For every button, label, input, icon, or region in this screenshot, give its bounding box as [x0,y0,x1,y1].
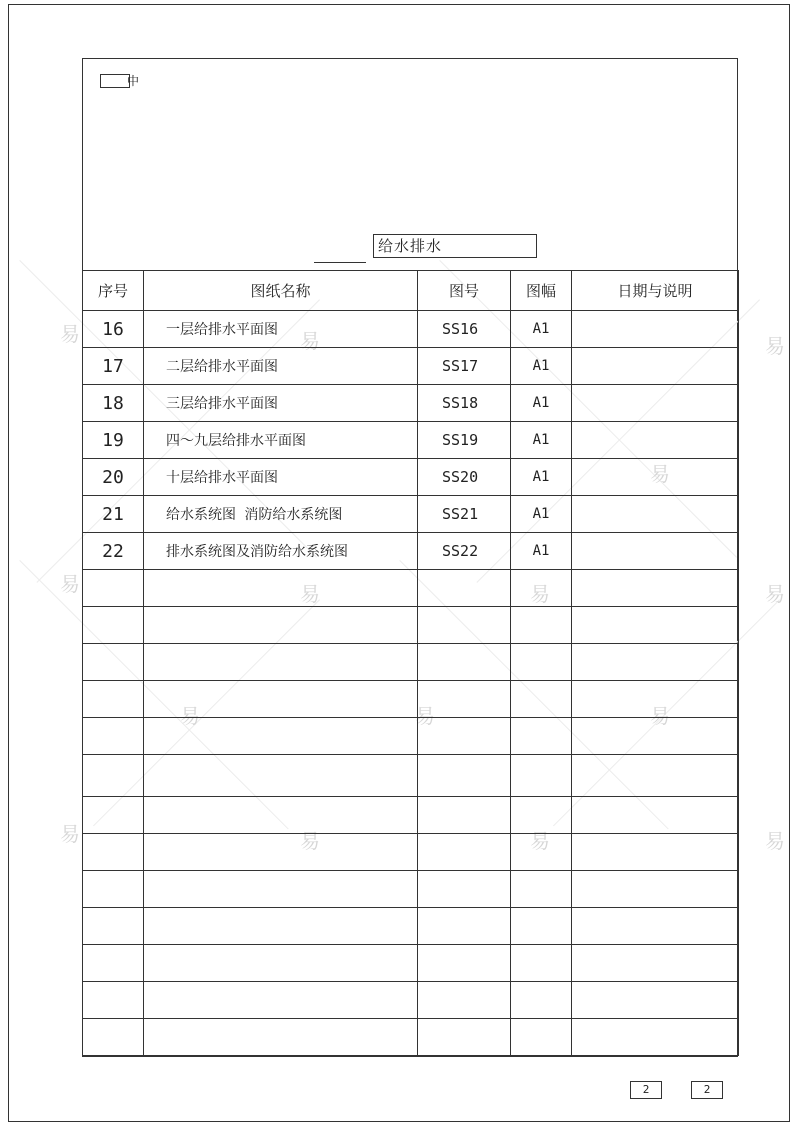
cell-no [83,718,144,755]
cell-no [83,871,144,908]
cell-code: SS18 [418,385,511,422]
cell-code [418,871,511,908]
watermark-text: 易 [650,462,670,486]
cell-note [572,459,739,496]
table-row [83,496,739,533]
table-row [83,385,739,422]
cell-note [572,644,739,681]
cell-note [572,982,739,1019]
cell-code [418,607,511,644]
watermark-text: 易 [530,829,550,853]
cell-name [144,945,418,982]
header-note: 日期与说明 [572,271,739,311]
watermark-text: 易 [300,329,320,353]
watermark-text: 易 [180,704,200,728]
cell-no [83,797,144,834]
cell-note [572,834,739,871]
cell-name [144,834,418,871]
cell-note [572,422,739,459]
table-row [83,533,739,570]
cell-name [144,797,418,834]
cell-size [511,1019,572,1056]
table-row [83,718,739,755]
page-current-box: 2 [691,1081,723,1099]
table-row [83,908,739,945]
cell-size [511,681,572,718]
cell-code [418,797,511,834]
cell-note [572,311,739,348]
watermark-text: 易 [765,334,785,358]
cell-size [511,644,572,681]
cell-note [572,718,739,755]
cell-note [572,570,739,607]
table-row [83,681,739,718]
watermark-text: 易 [60,322,80,346]
cell-name [144,755,418,797]
cell-name: 三层给排水平面图 [144,385,418,422]
cell-name [144,982,418,1019]
table-row [83,797,739,834]
cell-code [418,681,511,718]
cell-code [418,755,511,797]
cell-size: A1 [511,422,572,459]
cell-name: 给水系统图 消防给水系统图 [144,496,418,533]
cell-no: 22 [83,533,144,570]
watermark-text: 易 [300,829,320,853]
cell-size: A1 [511,459,572,496]
cell-note [572,797,739,834]
cell-size [511,908,572,945]
cell-note [572,385,739,422]
cell-name [144,607,418,644]
table-row [83,311,739,348]
cell-code [418,982,511,1019]
cell-code [418,834,511,871]
cell-note [572,908,739,945]
cell-code: SS20 [418,459,511,496]
watermark-text: 易 [60,572,80,596]
cell-no [83,1019,144,1056]
cell-name [144,1019,418,1056]
watermark-text: 易 [415,704,435,728]
cell-size: A1 [511,533,572,570]
corner-box [100,74,130,88]
cell-name [144,644,418,681]
table-row [83,348,739,385]
cell-no: 18 [83,385,144,422]
header-code: 图号 [418,271,511,311]
watermark-text: 易 [530,582,550,606]
cell-code: SS19 [418,422,511,459]
table-row [83,871,739,908]
watermark-text: 易 [765,582,785,606]
table-row [83,644,739,681]
cell-no: 16 [83,311,144,348]
cell-note [572,871,739,908]
cell-size: A1 [511,311,572,348]
table-row [83,422,739,459]
cell-code [418,718,511,755]
page-total-box: 2 [630,1081,662,1099]
cell-size: A1 [511,496,572,533]
cell-note [572,755,739,797]
table-header-row [83,271,739,311]
watermark-text: 易 [650,704,670,728]
cell-name: 十层给排水平面图 [144,459,418,496]
table-row [83,982,739,1019]
cell-code [418,945,511,982]
cell-size [511,834,572,871]
cell-size [511,945,572,982]
cell-size [511,607,572,644]
cell-size [511,755,572,797]
cell-no: 20 [83,459,144,496]
cell-size [511,718,572,755]
cell-no [83,834,144,871]
corner-mark: 中 [127,74,140,88]
cell-name [144,908,418,945]
cell-code [418,1019,511,1056]
cell-no [83,982,144,1019]
cell-size [511,982,572,1019]
cell-size [511,871,572,908]
cell-name: 排水系统图及消防给水系统图 [144,533,418,570]
cell-no: 17 [83,348,144,385]
cell-no [83,945,144,982]
cell-code: SS21 [418,496,511,533]
cell-note [572,496,739,533]
cell-name: 四～九层给排水平面图 [144,422,418,459]
cell-name [144,871,418,908]
cell-size: A1 [511,385,572,422]
cell-note [572,533,739,570]
cell-size [511,570,572,607]
table-row [83,1019,739,1056]
drawing-index-table [82,270,739,1056]
watermark-text: 易 [300,582,320,606]
table-row [83,570,739,607]
table-row [83,834,739,871]
table-row [83,459,739,496]
cell-note [572,348,739,385]
header-name: 图纸名称 [144,271,418,311]
watermark-text: 易 [60,822,80,846]
watermark-text: 易 [765,829,785,853]
cell-code [418,644,511,681]
title-underline [314,262,366,263]
cell-no [83,570,144,607]
cell-code [418,908,511,945]
cell-size [511,797,572,834]
cell-code [418,570,511,607]
cell-name [144,718,418,755]
cell-note [572,945,739,982]
cell-no [83,755,144,797]
cell-no [83,644,144,681]
cell-no: 21 [83,496,144,533]
cell-name [144,570,418,607]
header-no: 序号 [83,271,144,311]
cell-no [83,908,144,945]
cell-size: A1 [511,348,572,385]
table-row [83,945,739,982]
cell-no [83,681,144,718]
table-row [83,755,739,797]
cell-code: SS17 [418,348,511,385]
header-size: 图幅 [511,271,572,311]
cell-name: 一层给排水平面图 [144,311,418,348]
cell-note [572,681,739,718]
cell-note [572,1019,739,1056]
cell-no: 19 [83,422,144,459]
cell-code: SS22 [418,533,511,570]
cell-name: 二层给排水平面图 [144,348,418,385]
cell-code: SS16 [418,311,511,348]
cell-name [144,681,418,718]
cell-no [83,607,144,644]
cell-note [572,607,739,644]
table-row [83,607,739,644]
page-title: 给水排水 [373,234,537,258]
